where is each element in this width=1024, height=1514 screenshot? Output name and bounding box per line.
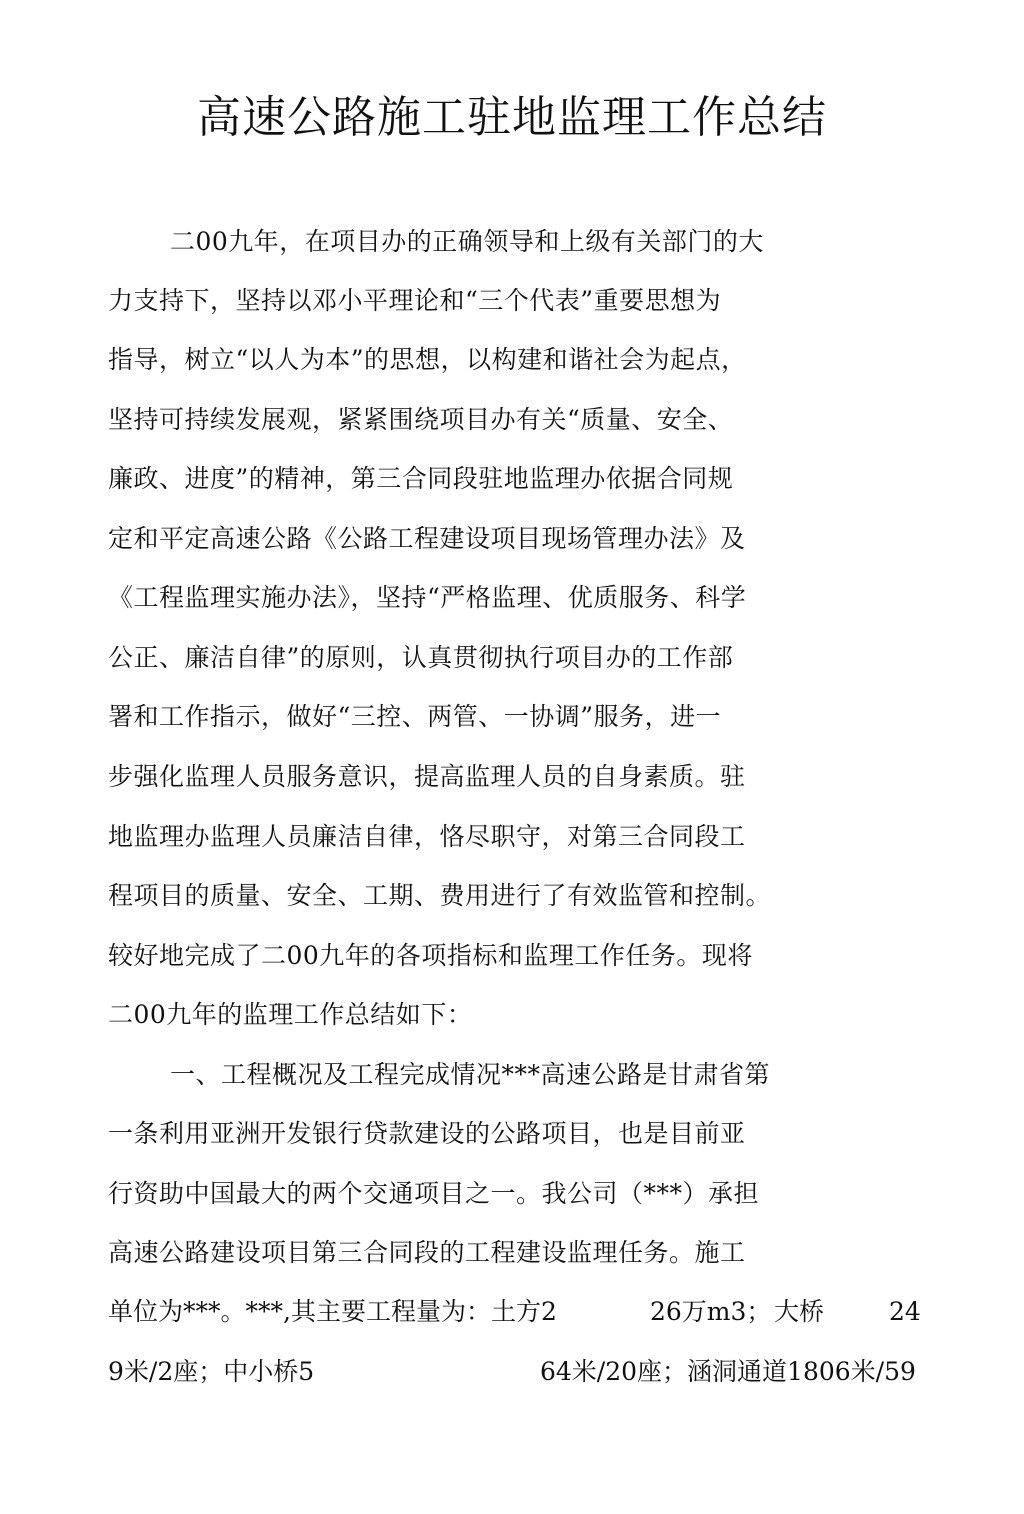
paragraph-line: 廉政、进度”的精神，第三合同段驻地监理办依据合同规 — [108, 464, 734, 493]
paragraph-line-segment: 26万m3； — [650, 1297, 772, 1326]
paragraph-line-segment: 24 — [889, 1297, 921, 1326]
paragraph-line: 二00九年的监理工作总结如下： — [108, 1000, 473, 1029]
paragraph-line-segment: 单位为***。***,其主要工程量为：土方2 — [108, 1297, 557, 1326]
paragraph-line: 行资助中国最大的两个交通项目之一。我公司（***）承担 — [108, 1179, 760, 1208]
paragraph-line-segment: 64米/20座；涵洞通道1806米/59 — [540, 1357, 916, 1386]
paragraph-line: 地监理办监理人员廉洁自律，恪尽职守，对第三合同段工 — [108, 822, 746, 851]
paragraph-line: 定和平定高速公路《公路工程建设项目现场管理办法》及 — [108, 524, 746, 553]
paragraph-line: 指导，树立“以人为本”的思想，以构建和谐社会为起点， — [108, 345, 747, 374]
paragraph-line: 程项目的质量、安全、工期、费用进行了有效监管和控制。 — [108, 881, 772, 910]
paragraph-line: 二00九年，在项目办的正确领导和上级有关部门的大 — [170, 227, 764, 256]
paragraph-line: 一、工程概况及工程完成情况***高速公路是甘肃省第 — [170, 1060, 771, 1089]
paragraph-line: 力支持下，坚持以邓小平理论和“三个代表”重要思想为 — [108, 286, 722, 315]
paragraph-line: 《工程监理实施办法》，坚持“严格监理、优质服务、科学 — [108, 583, 747, 612]
paragraph-line-segment: 大桥 — [774, 1297, 825, 1326]
paragraph-line: 公正、廉洁自律”的原则，认真贯彻执行项目办的工作部 — [108, 643, 734, 672]
paragraph-line: 较好地完成了二00九年的各项指标和监理工作任务。现将 — [108, 941, 753, 970]
page-title: 高速公路施工驻地监理工作总结 — [197, 92, 827, 143]
paragraph-line: 坚持可持续发展观，紧紧围绕项目办有关“质量、安全、 — [108, 405, 734, 434]
paragraph-line: 步强化监理人员服务意识，提高监理人员的自身素质。驻 — [108, 762, 746, 791]
paragraph-line-segment: 9米/2座；中小桥5 — [108, 1357, 315, 1386]
paragraph-line: 高速公路建设项目第三合同段的工程建设监理任务。施工 — [108, 1238, 746, 1267]
paragraph-line: 一条利用亚洲开发银行贷款建设的公路项目，也是目前亚 — [108, 1119, 746, 1148]
paragraph-line: 署和工作指示，做好“三控、两管、一协调”服务，进一 — [108, 702, 722, 731]
